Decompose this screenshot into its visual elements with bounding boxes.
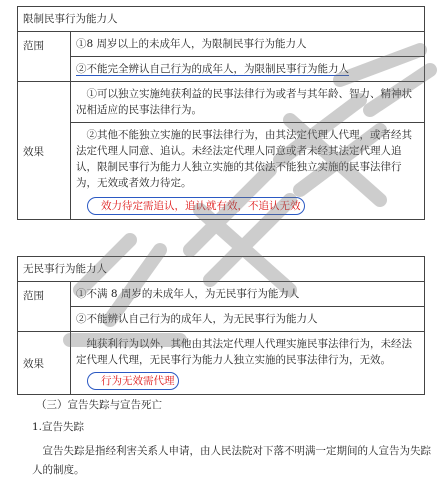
- handwritten-note: 效力待定需追认，追认就有效，不追认无效: [87, 197, 305, 215]
- sub-heading: 1.宣告失踪: [32, 421, 85, 433]
- effect-item-1: ①可以独立实施纯获利益的民事法律行为或者与其年龄、智力、精神状况相适应的民事法律行为。: [71, 82, 425, 123]
- row-label-scope: 范围: [18, 32, 71, 82]
- section-heading: （三）宣告失踪与宣告死亡: [36, 399, 162, 411]
- table-title: 无民事行为能力人: [18, 257, 425, 282]
- scope-item-2: ②不能完全辨认自己行为的成年人，为限制民事行为能力人: [71, 57, 425, 82]
- effect-item-2: ②其他不能独立实施的民事法律行为，由其法定代理人代理，或者经其法定代理人同意、追认。未经法定代理人同意或者未经其法定代理人追认，限制民事行为能力人独立实施的其依法不能独立实施的民事法律行为，无效或者效力待定。 效力待定需追认，追认就有效，不追认无效: [71, 123, 425, 220]
- row-label-scope: 范围: [18, 282, 71, 332]
- scope-item-1: ①不满 8 周岁的未成年人，为无民事行为能力人: [71, 282, 425, 307]
- row-label-effect: 效果: [18, 82, 71, 220]
- handwritten-note: 行为无效需代理: [87, 372, 179, 390]
- scope-item-2: ②不能辨认自己行为的成年人，为无民事行为能力人: [71, 307, 425, 332]
- scope-item-1: ①8 周岁以上的未成年人，为限制民事行为能力人: [71, 32, 425, 57]
- table-limited-capacity: [17, 6, 425, 220]
- table-no-capacity: [17, 256, 425, 395]
- body-paragraph: 宣告失踪是指经利害关系人申请，由人民法院对下落不明满一定期间的人宣告为失踪人的制度。: [32, 445, 431, 476]
- table-title: 限制民事行为能力人: [18, 7, 425, 32]
- row-label-effect: 效果: [18, 332, 71, 395]
- effect-item: 纯获利行为以外，其他由其法定代理人代理实施民事法律行为，未经法定代理人代理，无民事行为能力人独立实施的民事法律行为，无效。 行为无效需代理: [71, 332, 425, 395]
